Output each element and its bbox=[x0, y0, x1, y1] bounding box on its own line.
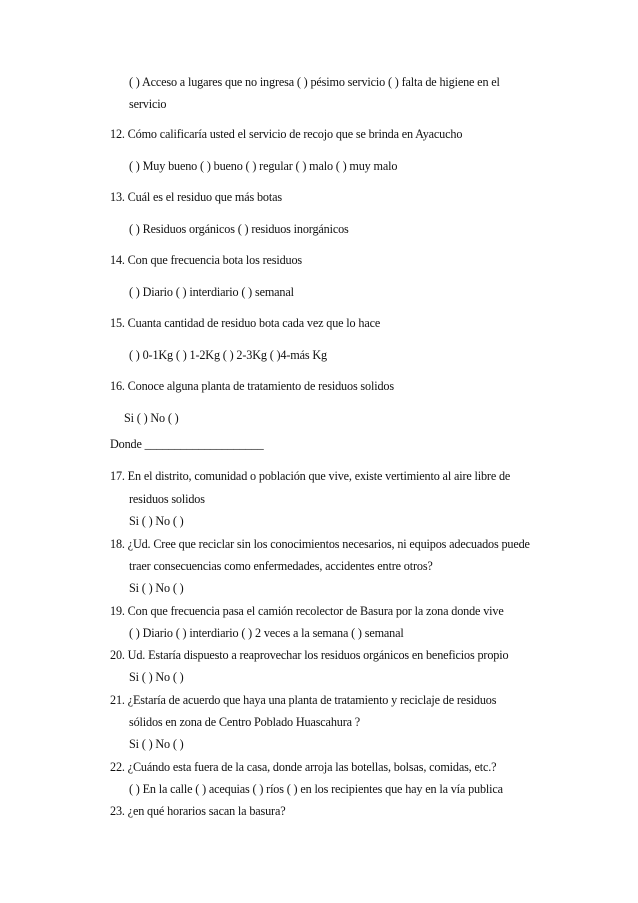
q17-options: Si ( ) No ( ) bbox=[129, 514, 184, 528]
question-19: 19. Con que frecuencia pasa el camión recolector de Basura por la zona donde vive bbox=[110, 604, 504, 618]
q13-options: ( ) Residuos orgánicos ( ) residuos inorgánicos bbox=[129, 222, 349, 236]
q11-options-line: ( ) Acceso a lugares que no ingresa ( ) pésimo servicio ( ) falta de higiene en el bbox=[129, 75, 500, 89]
question-18: 18. ¿Ud. Cree que reciclar sin los conocimientos necesarios, ni equipos adecuados puede bbox=[110, 537, 530, 551]
q20-options: Si ( ) No ( ) bbox=[129, 670, 184, 684]
q21-options: Si ( ) No ( ) bbox=[129, 737, 184, 751]
question-17: 17. En el distrito, comunidad o población que vive, existe vertimiento al aire libre de bbox=[110, 469, 511, 483]
question-16: 16. Conoce alguna planta de tratamiento de residuos solidos bbox=[110, 379, 394, 393]
question-21-continuation: sólidos en zona de Centro Poblado Huascahura ? bbox=[129, 715, 361, 729]
q11-options-continuation: servicio bbox=[129, 97, 167, 111]
q22-options: ( ) En la calle ( ) acequias ( ) ríos ( ) en los recipientes que hay en la vía publica bbox=[129, 782, 503, 796]
q16-where-blank: Donde ____________________ bbox=[110, 437, 264, 451]
question-13: 13. Cuál es el residuo que más botas bbox=[110, 190, 282, 204]
question-15: 15. Cuanta cantidad de residuo bota cada vez que lo hace bbox=[110, 316, 381, 330]
question-21: 21. ¿Estaría de acuerdo que haya una planta de tratamiento y reciclaje de residuos bbox=[110, 693, 497, 707]
question-23: 23. ¿en qué horarios sacan la basura? bbox=[110, 804, 286, 818]
question-20: 20. Ud. Estaría dispuesto a reaprovechar los residuos orgánicos en beneficios propio bbox=[110, 648, 509, 662]
q15-options: ( ) 0-1Kg ( ) 1-2Kg ( ) 2-3Kg ( )4-más Kg bbox=[129, 348, 327, 362]
q18-options: Si ( ) No ( ) bbox=[129, 581, 184, 595]
q12-options: ( ) Muy bueno ( ) bueno ( ) regular ( ) malo ( ) muy malo bbox=[129, 159, 398, 173]
q19-options: ( ) Diario ( ) interdiario ( ) 2 veces a la semana ( ) semanal bbox=[129, 626, 404, 640]
question-14: 14. Con que frecuencia bota los residuos bbox=[110, 253, 302, 267]
q14-options: ( ) Diario ( ) interdiario ( ) semanal bbox=[129, 285, 294, 299]
question-22: 22. ¿Cuándo esta fuera de la casa, donde arroja las botellas, bolsas, comidas, etc.? bbox=[110, 760, 497, 774]
question-18-continuation: traer consecuencias como enfermedades, accidentes entre otros? bbox=[129, 559, 433, 573]
question-17-continuation: residuos solidos bbox=[129, 492, 205, 506]
q16-options: Si ( ) No ( ) bbox=[124, 411, 179, 425]
question-12: 12. Cómo calificaría usted el servicio de recojo que se brinda en Ayacucho bbox=[110, 127, 463, 141]
